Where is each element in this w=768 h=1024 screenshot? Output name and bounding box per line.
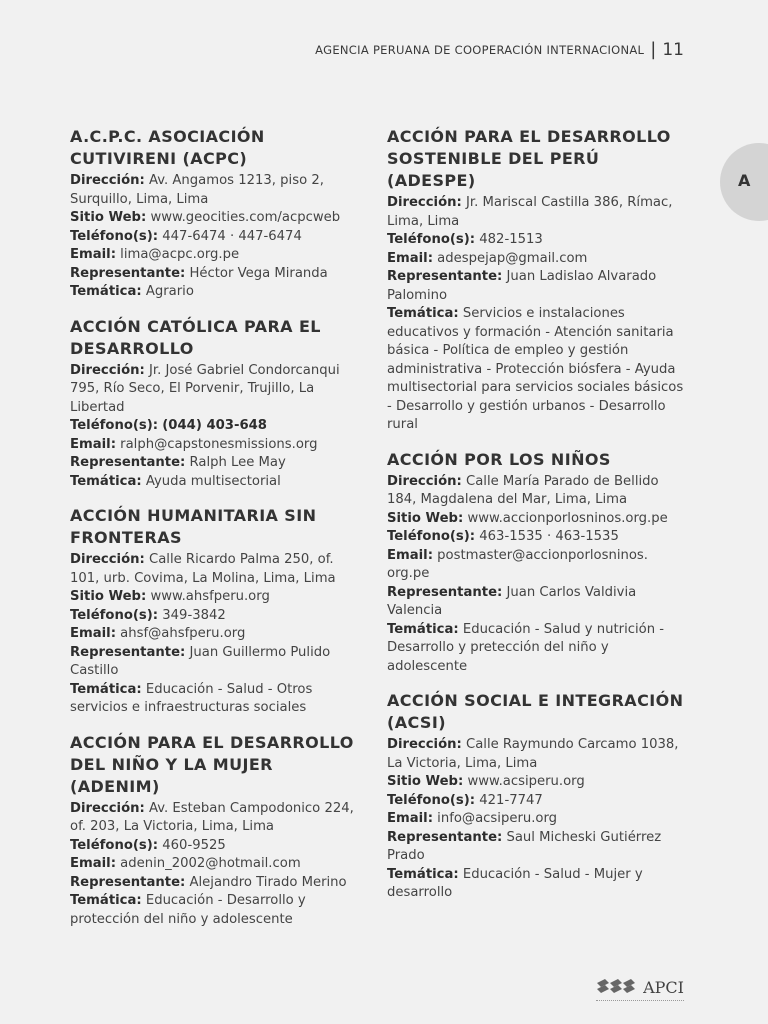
field-value: Calle María Parado de Bellido 184, Magdalena del Mar, Lima, Lima — [387, 473, 659, 507]
entry-title: ACCIÓN CATÓLICA PARA EL DESARROLLO — [70, 316, 321, 358]
directory-entry — [70, 732, 366, 930]
field-label: Teléfono(s): — [70, 607, 159, 623]
field-value: adenin_2002@hotmail.com — [120, 856, 301, 871]
entry-field — [70, 874, 366, 893]
field-value: Educación - Salud - Otros servicios e infraestructuras sociales — [70, 681, 313, 715]
field-label: Email: — [70, 436, 116, 452]
field-value: Educación - Salud - Mujer y desarrollo — [387, 866, 643, 900]
field-label: Sitio Web: — [387, 510, 464, 526]
field-label: Dirección: — [70, 800, 145, 816]
field-value: Agrario — [145, 284, 194, 299]
field-value: Calle Raymundo Carcamo 1038, La Victoria, Lima, Lima — [387, 737, 679, 771]
field-label: Temática: — [70, 681, 142, 697]
entry-field — [387, 510, 687, 529]
entry-field — [387, 773, 687, 792]
field-label: Dirección: — [70, 552, 145, 567]
entry-title: ACCIÓN HUMANITARIA SIN FRONTERAS — [70, 506, 317, 547]
entry-field — [70, 362, 366, 418]
field-value: 349-3842 — [162, 607, 226, 623]
directory-entry — [387, 126, 687, 435]
left-column — [70, 126, 366, 943]
field-label: Representante: — [387, 584, 503, 600]
field-value: 447-6474 · 447-6474 — [162, 228, 302, 244]
field-value: Alejandro Tirado Merino — [189, 874, 347, 890]
field-value: Jr. José Gabriel Condorcanqui 795, Río Seco, El Porvenir, Trujillo, La Libertad — [70, 362, 340, 415]
field-label: Email: — [387, 250, 433, 266]
field-value: (044) 403-648 — [162, 418, 267, 433]
field-label: Sitio Web: — [70, 210, 147, 225]
field-value: Av. Angamos 1213, piso 2, Surquillo, Lima, Lima — [70, 173, 324, 207]
apci-logo-icon — [597, 979, 637, 997]
header-title: AGENCIA PERUANA DE COOPERACIÓN INTERNACIONAL — [315, 43, 645, 57]
directory-entry — [387, 449, 687, 677]
entry-field — [70, 607, 366, 626]
field-value: www.ahsfperu.org — [150, 589, 270, 604]
entry-field — [70, 417, 366, 436]
field-label: Sitio Web: — [70, 589, 147, 604]
field-label: Representante: — [70, 265, 186, 281]
field-label: Teléfono(s): — [70, 837, 159, 853]
entry-field — [70, 644, 366, 681]
directory-entry — [70, 505, 366, 718]
field-value: ahsf@ahsfperu.org — [120, 626, 246, 641]
field-label: Email: — [387, 811, 433, 826]
entry-title: A.C.P.C. ASOCIACIÓN CUTIVIRENI (ACPC) — [70, 127, 265, 168]
directory-entry — [70, 316, 366, 492]
field-value: postmaster@accionporlosninos. org.pe — [387, 547, 648, 581]
entry-field — [387, 736, 687, 773]
entry-field — [387, 250, 687, 269]
field-label: Temática: — [70, 473, 142, 489]
entry-field — [70, 892, 366, 929]
field-value: www.geocities.com/acpcweb — [150, 210, 341, 225]
field-value: 460-9525 — [162, 837, 226, 853]
entry-field — [70, 228, 366, 247]
field-value: www.accionporlosninos.org.pe — [467, 510, 668, 526]
entry-field — [387, 547, 687, 584]
field-label: Teléfono(s): — [387, 792, 476, 808]
field-value: ralph@capstonesmissions.org — [120, 436, 318, 452]
entry-field — [387, 473, 687, 510]
entry-field — [70, 588, 366, 607]
entry-field — [387, 621, 687, 677]
field-value: Calle Ricardo Palma 250, of. 101, urb. Covima, La Molina, Lima, Lima — [70, 552, 336, 586]
field-label: Dirección: — [387, 195, 462, 210]
field-label: Teléfono(s): — [387, 529, 476, 544]
entry-title: ACCIÓN POR LOS NIÑOS — [387, 449, 611, 469]
field-label: Representante: — [387, 829, 503, 845]
directory-entry — [70, 126, 366, 302]
field-label: Temática: — [70, 893, 142, 908]
logo-subtitle-line — [596, 1000, 684, 1002]
header-separator: | — [650, 39, 657, 60]
field-value: lima@acpc.org.pe — [120, 247, 240, 262]
letter-index-label: A — [738, 171, 751, 190]
entry-field — [387, 866, 687, 903]
entry-field — [387, 305, 687, 435]
field-value: Saul Micheski Gutiérrez Prado — [387, 829, 662, 863]
field-label: Temática: — [387, 621, 459, 637]
field-label: Email: — [70, 626, 116, 641]
field-value: Juan Guillermo Pulido Castillo — [70, 644, 331, 678]
entry-field — [70, 473, 366, 492]
field-value: Ralph Lee May — [189, 455, 286, 470]
entry-field — [70, 265, 366, 284]
field-value: 463-1535 · 463-1535 — [479, 529, 619, 544]
field-label: Temática: — [70, 284, 142, 299]
field-label: Representante: — [70, 455, 186, 470]
field-label: Temática: — [387, 306, 459, 321]
field-value: 482-1513 — [479, 232, 543, 247]
entry-field — [70, 625, 366, 644]
field-label: Email: — [70, 247, 116, 262]
entry-field — [70, 283, 366, 302]
entry-field — [70, 454, 366, 473]
field-value: 421-7747 — [479, 792, 543, 808]
field-value: adespejap@gmail.com — [437, 250, 588, 266]
entry-title: ACCIÓN PARA EL DESARROLLO SOSTENIBLE DEL PERÚ (ADESPE) — [387, 127, 671, 190]
entry-field — [70, 209, 366, 228]
field-label: Representante: — [70, 644, 186, 660]
field-label: Dirección: — [387, 473, 462, 489]
apci-logo-text: APCI — [643, 978, 684, 997]
field-value: Jr. Mariscal Castilla 386, Rímac, Lima, Lima — [387, 195, 673, 229]
page-number: 11 — [662, 40, 684, 60]
entry-title: ACCIÓN SOCIAL E INTEGRACIÓN (ACSI) — [387, 691, 684, 732]
entry-field — [387, 810, 687, 829]
entry-field — [387, 584, 687, 621]
entry-title: ACCIÓN PARA EL DESARROLLO DEL NIÑO Y LA MUJER (ADENIM) — [70, 732, 354, 796]
page-header — [315, 40, 684, 60]
field-value: Educación - Desarrollo y protección del niño y adolescente — [70, 893, 306, 927]
field-value: Educación - Salud y nutrición - Desarrollo y pretección del niño y adolescente — [387, 621, 665, 674]
entry-field — [70, 800, 366, 837]
field-label: Representante: — [70, 874, 186, 890]
entry-field — [70, 837, 366, 856]
letter-index-tab — [720, 143, 768, 221]
entry-field — [70, 855, 366, 874]
field-label: Email: — [387, 547, 433, 563]
field-value: Ayuda multisectorial — [145, 473, 281, 489]
field-value: Juan Ladislao Alvarado Palomino — [387, 269, 657, 303]
entry-field — [70, 551, 366, 588]
entry-field — [70, 681, 366, 718]
field-label: Sitio Web: — [387, 774, 464, 789]
field-label: Dirección: — [70, 362, 145, 378]
field-label: Teléfono(s): — [70, 418, 159, 433]
field-value: info@acsiperu.org — [437, 811, 558, 826]
entry-field — [387, 829, 687, 866]
entry-field — [387, 194, 687, 231]
field-label: Dirección: — [70, 173, 145, 188]
entry-field — [70, 172, 366, 209]
field-label: Temática: — [387, 866, 459, 882]
entry-field — [387, 792, 687, 811]
entry-field — [387, 268, 687, 305]
entry-field — [70, 436, 366, 455]
entry-field — [70, 246, 366, 265]
field-value: Servicios e instalaciones educativos y formación - Atención sanitaria básica - Política de empleo y gestión administrativa - Protección biósfera - Ayuda multisectorial para servicios sociales básicos - Desarrollo y gestión urbanos - Desarrollo rural — [387, 306, 684, 432]
directory-entry — [387, 690, 687, 903]
entry-field — [387, 231, 687, 250]
field-label: Email: — [70, 856, 116, 871]
field-value: Av. Esteban Campodonico 224, of. 203, La Victoria, Lima, Lima — [70, 800, 354, 834]
field-value: Juan Carlos Valdivia Valencia — [387, 584, 637, 618]
field-value: www.acsiperu.org — [467, 774, 585, 789]
field-label: Dirección: — [387, 737, 462, 752]
entry-field — [387, 528, 687, 547]
apci-logo — [596, 978, 684, 1002]
field-value: Héctor Vega Miranda — [189, 265, 328, 281]
right-column — [387, 126, 687, 917]
field-label: Representante: — [387, 269, 503, 284]
field-label: Teléfono(s): — [387, 232, 476, 247]
field-label: Teléfono(s): — [70, 228, 159, 244]
